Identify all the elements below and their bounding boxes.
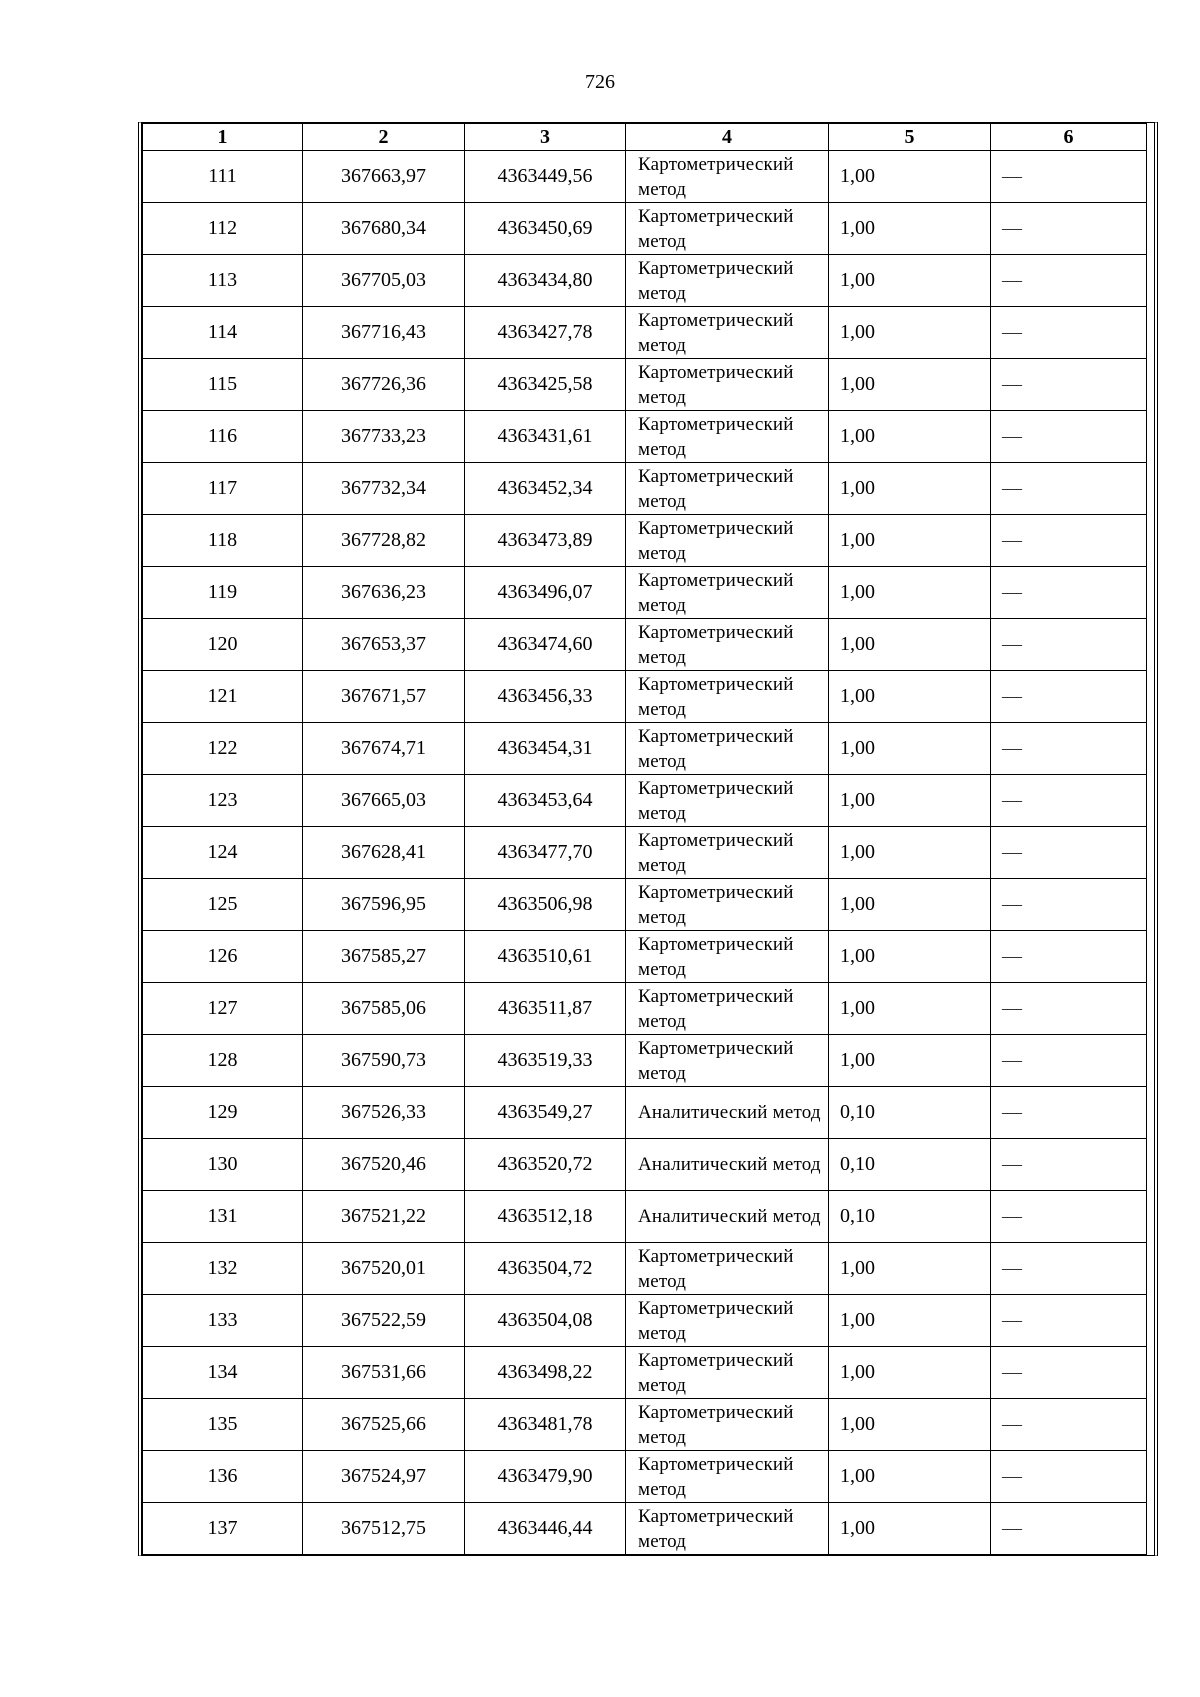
x-coordinate-cell: 367531,66 [303, 1347, 465, 1399]
y-coordinate-cell: 4363520,72 [465, 1139, 626, 1191]
note-cell: — [991, 307, 1147, 359]
y-coordinate-cell: 4363519,33 [465, 1035, 626, 1087]
accuracy-cell: 1,00 [829, 723, 991, 775]
accuracy-cell: 1,00 [829, 359, 991, 411]
note-cell: — [991, 567, 1147, 619]
method-cell: Аналитический метод [626, 1087, 829, 1139]
point-number-cell: 121 [143, 671, 303, 723]
table-row [143, 307, 1147, 359]
note-cell: — [991, 1451, 1147, 1503]
point-number-cell: 134 [143, 1347, 303, 1399]
y-coordinate-cell: 4363446,44 [465, 1503, 626, 1555]
accuracy-cell: 1,00 [829, 1243, 991, 1295]
point-number-cell: 122 [143, 723, 303, 775]
table-row [143, 463, 1147, 515]
table-row [143, 879, 1147, 931]
accuracy-cell: 1,00 [829, 567, 991, 619]
note-cell: — [991, 359, 1147, 411]
y-coordinate-cell: 4363481,78 [465, 1399, 626, 1451]
point-number-cell: 119 [143, 567, 303, 619]
y-coordinate-cell: 4363506,98 [465, 879, 626, 931]
y-coordinate-cell: 4363449,56 [465, 151, 626, 203]
table-row [143, 1087, 1147, 1139]
point-number-cell: 131 [143, 1191, 303, 1243]
table-row [143, 567, 1147, 619]
table-row [143, 203, 1147, 255]
table-body [143, 151, 1147, 1555]
method-cell: Аналитический метод [626, 1139, 829, 1191]
y-coordinate-cell: 4363434,80 [465, 255, 626, 307]
method-cell: Картометрический метод [626, 359, 829, 411]
accuracy-cell: 1,00 [829, 1399, 991, 1451]
y-coordinate-cell: 4363504,72 [465, 1243, 626, 1295]
point-number-cell: 126 [143, 931, 303, 983]
note-cell: — [991, 775, 1147, 827]
table-row [143, 931, 1147, 983]
y-coordinate-cell: 4363453,64 [465, 775, 626, 827]
note-cell: — [991, 1399, 1147, 1451]
method-cell: Картометрический метод [626, 411, 829, 463]
method-cell: Картометрический метод [626, 619, 829, 671]
method-cell: Картометрический метод [626, 775, 829, 827]
point-number-cell: 129 [143, 1087, 303, 1139]
note-cell: — [991, 151, 1147, 203]
header-cell-3: 3 [465, 124, 626, 151]
header-cell-5: 5 [829, 124, 991, 151]
accuracy-cell: 1,00 [829, 1035, 991, 1087]
method-cell: Картометрический метод [626, 463, 829, 515]
method-cell: Картометрический метод [626, 1243, 829, 1295]
x-coordinate-cell: 367663,97 [303, 151, 465, 203]
note-cell: — [991, 931, 1147, 983]
note-cell: — [991, 1503, 1147, 1555]
method-cell: Картометрический метод [626, 1295, 829, 1347]
y-coordinate-cell: 4363456,33 [465, 671, 626, 723]
y-coordinate-cell: 4363479,90 [465, 1451, 626, 1503]
method-cell: Картометрический метод [626, 203, 829, 255]
coordinates-table-frame [138, 122, 1158, 1556]
table-row [143, 723, 1147, 775]
table-row [143, 255, 1147, 307]
x-coordinate-cell: 367525,66 [303, 1399, 465, 1451]
table-row [143, 1399, 1147, 1451]
accuracy-cell: 1,00 [829, 671, 991, 723]
y-coordinate-cell: 4363452,34 [465, 463, 626, 515]
method-cell: Картометрический метод [626, 1503, 829, 1555]
point-number-cell: 117 [143, 463, 303, 515]
note-cell: — [991, 1035, 1147, 1087]
y-coordinate-cell: 4363498,22 [465, 1347, 626, 1399]
point-number-cell: 128 [143, 1035, 303, 1087]
table-row [143, 1451, 1147, 1503]
y-coordinate-cell: 4363477,70 [465, 827, 626, 879]
x-coordinate-cell: 367733,23 [303, 411, 465, 463]
accuracy-cell: 1,00 [829, 1347, 991, 1399]
x-coordinate-cell: 367728,82 [303, 515, 465, 567]
point-number-cell: 133 [143, 1295, 303, 1347]
y-coordinate-cell: 4363512,18 [465, 1191, 626, 1243]
method-cell: Картометрический метод [626, 983, 829, 1035]
accuracy-cell: 1,00 [829, 879, 991, 931]
accuracy-cell: 1,00 [829, 203, 991, 255]
y-coordinate-cell: 4363431,61 [465, 411, 626, 463]
table-row [143, 359, 1147, 411]
note-cell: — [991, 1243, 1147, 1295]
method-cell: Картометрический метод [626, 827, 829, 879]
point-number-cell: 125 [143, 879, 303, 931]
accuracy-cell: 0,10 [829, 1139, 991, 1191]
x-coordinate-cell: 367665,03 [303, 775, 465, 827]
table-row [143, 619, 1147, 671]
method-cell: Картометрический метод [626, 567, 829, 619]
x-coordinate-cell: 367705,03 [303, 255, 465, 307]
table-row [143, 671, 1147, 723]
note-cell: — [991, 723, 1147, 775]
point-number-cell: 130 [143, 1139, 303, 1191]
x-coordinate-cell: 367520,01 [303, 1243, 465, 1295]
point-number-cell: 137 [143, 1503, 303, 1555]
table-row [143, 827, 1147, 879]
x-coordinate-cell: 367716,43 [303, 307, 465, 359]
table-row [143, 983, 1147, 1035]
x-coordinate-cell: 367524,97 [303, 1451, 465, 1503]
note-cell: — [991, 1295, 1147, 1347]
accuracy-cell: 1,00 [829, 983, 991, 1035]
method-cell: Картометрический метод [626, 1451, 829, 1503]
y-coordinate-cell: 4363454,31 [465, 723, 626, 775]
header-row [143, 124, 1147, 151]
x-coordinate-cell: 367732,34 [303, 463, 465, 515]
header-cell-2: 2 [303, 124, 465, 151]
accuracy-cell: 0,10 [829, 1087, 991, 1139]
method-cell: Картометрический метод [626, 931, 829, 983]
accuracy-cell: 1,00 [829, 1295, 991, 1347]
x-coordinate-cell: 367520,46 [303, 1139, 465, 1191]
y-coordinate-cell: 4363504,08 [465, 1295, 626, 1347]
x-coordinate-cell: 367674,71 [303, 723, 465, 775]
point-number-cell: 127 [143, 983, 303, 1035]
table-row [143, 1347, 1147, 1399]
accuracy-cell: 1,00 [829, 307, 991, 359]
accuracy-cell: 1,00 [829, 1503, 991, 1555]
accuracy-cell: 1,00 [829, 255, 991, 307]
x-coordinate-cell: 367521,22 [303, 1191, 465, 1243]
method-cell: Картометрический метод [626, 671, 829, 723]
note-cell: — [991, 411, 1147, 463]
x-coordinate-cell: 367585,27 [303, 931, 465, 983]
accuracy-cell: 1,00 [829, 151, 991, 203]
table-row [143, 1191, 1147, 1243]
table-row [143, 1035, 1147, 1087]
accuracy-cell: 1,00 [829, 619, 991, 671]
y-coordinate-cell: 4363474,60 [465, 619, 626, 671]
method-cell: Аналитический метод [626, 1191, 829, 1243]
accuracy-cell: 1,00 [829, 463, 991, 515]
note-cell: — [991, 255, 1147, 307]
y-coordinate-cell: 4363427,78 [465, 307, 626, 359]
accuracy-cell: 1,00 [829, 931, 991, 983]
y-coordinate-cell: 4363510,61 [465, 931, 626, 983]
note-cell: — [991, 671, 1147, 723]
y-coordinate-cell: 4363450,69 [465, 203, 626, 255]
y-coordinate-cell: 4363473,89 [465, 515, 626, 567]
y-coordinate-cell: 4363511,87 [465, 983, 626, 1035]
accuracy-cell: 1,00 [829, 515, 991, 567]
x-coordinate-cell: 367596,95 [303, 879, 465, 931]
header-cell-6: 6 [991, 124, 1147, 151]
page-number: 726 [585, 71, 615, 93]
point-number-cell: 116 [143, 411, 303, 463]
note-cell: — [991, 619, 1147, 671]
note-cell: — [991, 983, 1147, 1035]
point-number-cell: 135 [143, 1399, 303, 1451]
accuracy-cell: 1,00 [829, 827, 991, 879]
note-cell: — [991, 1347, 1147, 1399]
method-cell: Картометрический метод [626, 1035, 829, 1087]
header-cell-4: 4 [626, 124, 829, 151]
point-number-cell: 124 [143, 827, 303, 879]
method-cell: Картометрический метод [626, 723, 829, 775]
point-number-cell: 132 [143, 1243, 303, 1295]
method-cell: Картометрический метод [626, 515, 829, 567]
point-number-cell: 115 [143, 359, 303, 411]
x-coordinate-cell: 367512,75 [303, 1503, 465, 1555]
point-number-cell: 123 [143, 775, 303, 827]
table-row [143, 1139, 1147, 1191]
method-cell: Картометрический метод [626, 879, 829, 931]
note-cell: — [991, 827, 1147, 879]
table-row [143, 1503, 1147, 1555]
note-cell: — [991, 515, 1147, 567]
point-number-cell: 112 [143, 203, 303, 255]
x-coordinate-cell: 367671,57 [303, 671, 465, 723]
table-row [143, 1243, 1147, 1295]
method-cell: Картометрический метод [626, 307, 829, 359]
header-cell-1: 1 [143, 124, 303, 151]
y-coordinate-cell: 4363425,58 [465, 359, 626, 411]
x-coordinate-cell: 367726,36 [303, 359, 465, 411]
x-coordinate-cell: 367628,41 [303, 827, 465, 879]
table-row [143, 775, 1147, 827]
x-coordinate-cell: 367585,06 [303, 983, 465, 1035]
y-coordinate-cell: 4363549,27 [465, 1087, 626, 1139]
point-number-cell: 136 [143, 1451, 303, 1503]
method-cell: Картометрический метод [626, 1399, 829, 1451]
note-cell: — [991, 463, 1147, 515]
x-coordinate-cell: 367653,37 [303, 619, 465, 671]
point-number-cell: 114 [143, 307, 303, 359]
note-cell: — [991, 1191, 1147, 1243]
table-row [143, 1295, 1147, 1347]
point-number-cell: 113 [143, 255, 303, 307]
table-row [143, 151, 1147, 203]
x-coordinate-cell: 367680,34 [303, 203, 465, 255]
x-coordinate-cell: 367590,73 [303, 1035, 465, 1087]
note-cell: — [991, 1139, 1147, 1191]
x-coordinate-cell: 367526,33 [303, 1087, 465, 1139]
point-number-cell: 120 [143, 619, 303, 671]
method-cell: Картометрический метод [626, 255, 829, 307]
accuracy-cell: 1,00 [829, 775, 991, 827]
y-coordinate-cell: 4363496,07 [465, 567, 626, 619]
method-cell: Картометрический метод [626, 151, 829, 203]
accuracy-cell: 1,00 [829, 1451, 991, 1503]
point-number-cell: 118 [143, 515, 303, 567]
x-coordinate-cell: 367636,23 [303, 567, 465, 619]
accuracy-cell: 1,00 [829, 411, 991, 463]
method-cell: Картометрический метод [626, 1347, 829, 1399]
table-header [143, 124, 1147, 151]
table-row [143, 515, 1147, 567]
accuracy-cell: 0,10 [829, 1191, 991, 1243]
table-row [143, 411, 1147, 463]
x-coordinate-cell: 367522,59 [303, 1295, 465, 1347]
point-number-cell: 111 [143, 151, 303, 203]
note-cell: — [991, 1087, 1147, 1139]
coordinates-table [142, 123, 1147, 1555]
note-cell: — [991, 879, 1147, 931]
note-cell: — [991, 203, 1147, 255]
